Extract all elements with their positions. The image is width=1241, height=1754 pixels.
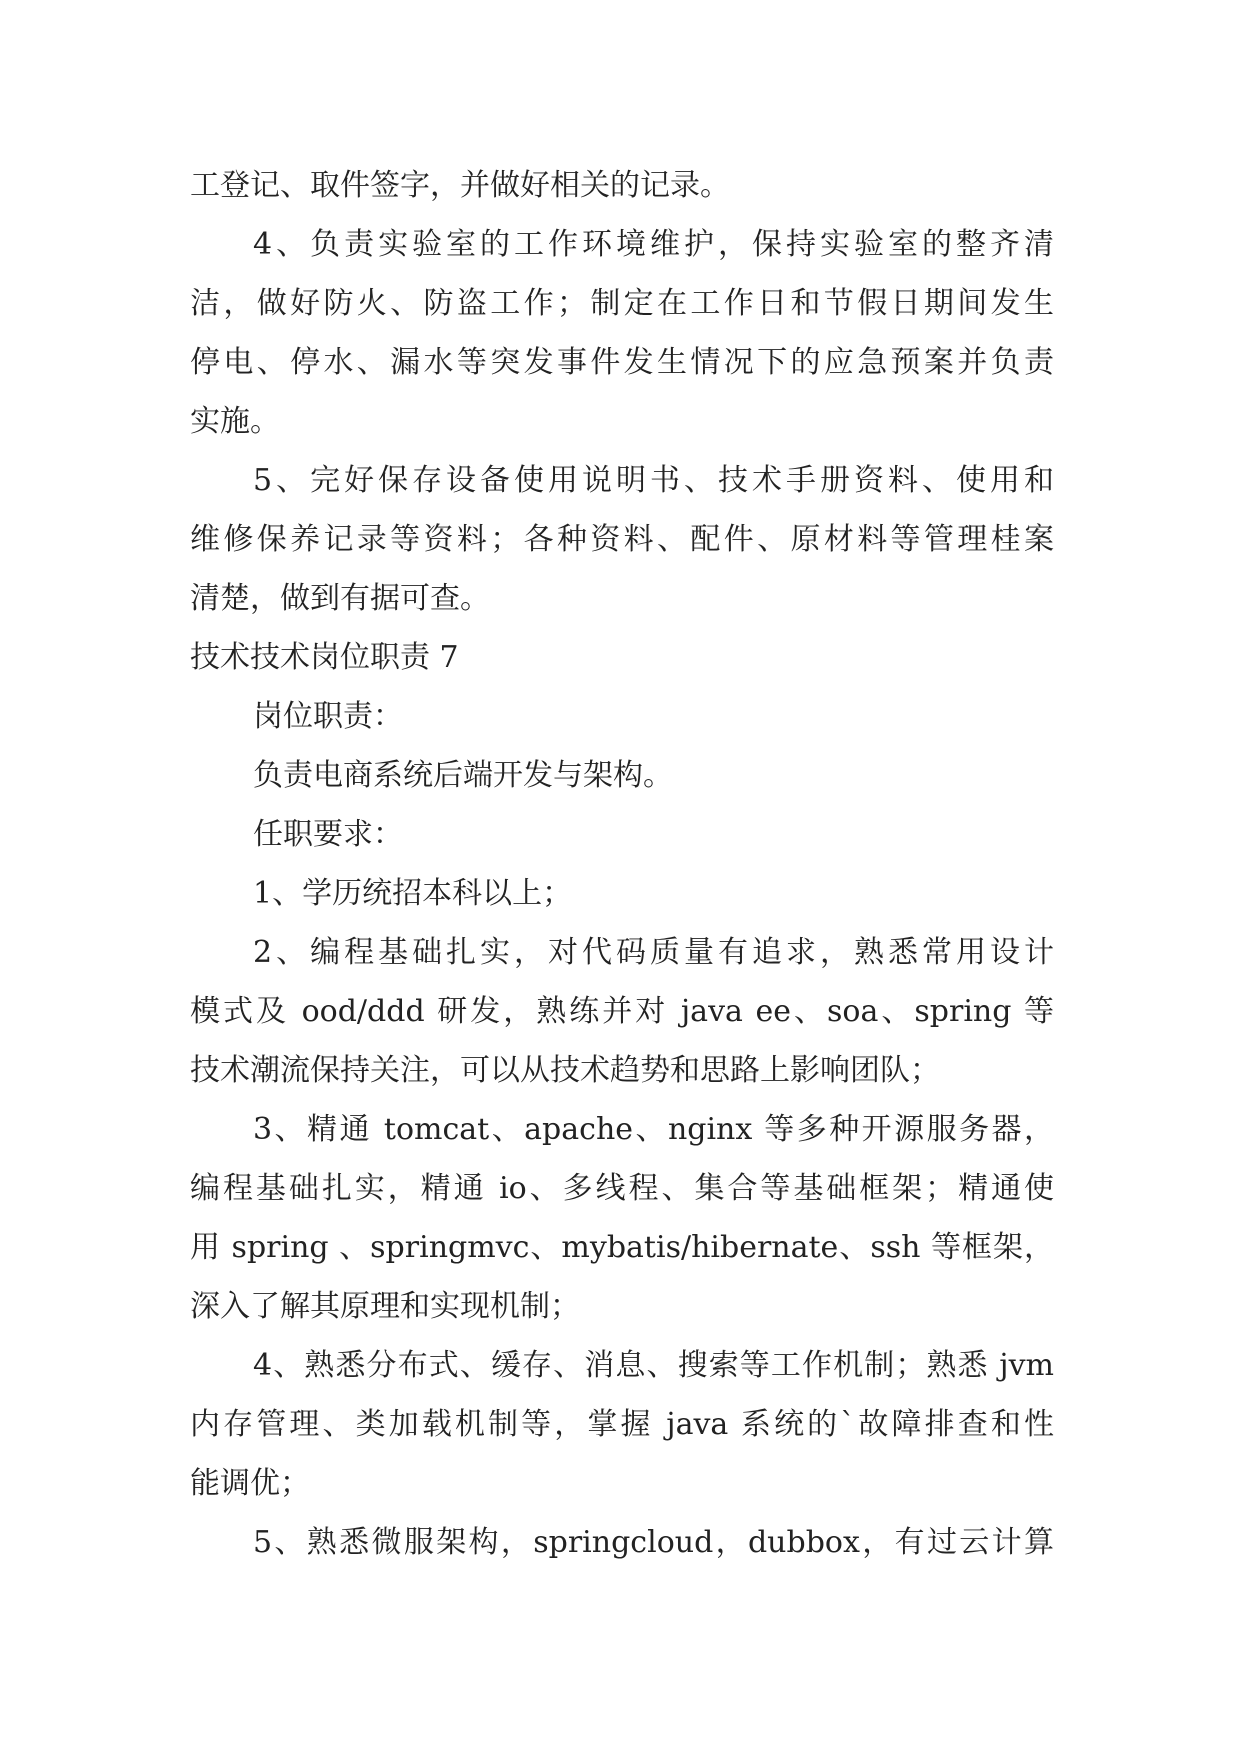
- paragraph-line: 负责电商系统后端开发与架构。: [253, 758, 673, 793]
- paragraph-line: 深入了解其原理和实现机制；: [190, 1289, 580, 1324]
- paragraph-line: 编程基础扎实，精通 io、多线程、集合等基础框架；精通使: [190, 1171, 1054, 1206]
- paragraph-line: 2、编程基础扎实，对代码质量有追求，熟悉常用设计: [253, 935, 1054, 970]
- paragraph-line: 4、负责实验室的工作环境维护，保持实验室的整齐清: [253, 227, 1054, 262]
- paragraph-line: 任职要求：: [253, 817, 403, 852]
- paragraph-line: 维修保养记录等资料；各种资料、配件、原材料等管理桂案: [190, 522, 1054, 557]
- paragraph-line: 洁，做好防火、防盗工作；制定在工作日和节假日期间发生: [190, 286, 1054, 321]
- paragraph-line: 工登记、取件签字，并做好相关的记录。: [190, 168, 730, 203]
- paragraph-line: 技术潮流保持关注，可以从技术趋势和思路上影响团队；: [190, 1053, 940, 1088]
- paragraph-line: 1、学历统招本科以上；: [253, 876, 573, 911]
- paragraph-line: 停电、停水、漏水等突发事件发生情况下的应急预案并负责: [190, 345, 1054, 380]
- paragraph-line: 5、熟悉微服架构，springcloud，dubbox，有过云计算: [253, 1525, 1054, 1560]
- paragraph-line: 5、完好保存设备使用说明书、技术手册资料、使用和: [253, 463, 1054, 498]
- paragraph-line: 模式及 ood/ddd 研发，熟练并对 java ee、soa、spring 等: [190, 994, 1054, 1029]
- paragraph-line: 能调优；: [190, 1466, 310, 1501]
- paragraph-line: 岗位职责：: [253, 699, 403, 734]
- paragraph-line: 4、熟悉分布式、缓存、消息、搜索等工作机制；熟悉 jvm: [253, 1348, 1054, 1383]
- paragraph-line: 3、精通 tomcat、apache、nginx 等多种开源服务器，: [253, 1112, 1054, 1147]
- paragraph-line: 内存管理、类加载机制等，掌握 java 系统的`故障排查和性: [190, 1407, 1054, 1442]
- document-body: [190, 156, 1054, 1572]
- section-heading: 技术技术岗位职责 7: [190, 640, 459, 675]
- paragraph-line: 清楚，做到有据可查。: [190, 581, 490, 616]
- paragraph-line: 用 spring 、springmvc、mybatis/hibernate、ssh 等框架，: [190, 1230, 1054, 1265]
- paragraph-line: 实施。: [190, 404, 280, 439]
